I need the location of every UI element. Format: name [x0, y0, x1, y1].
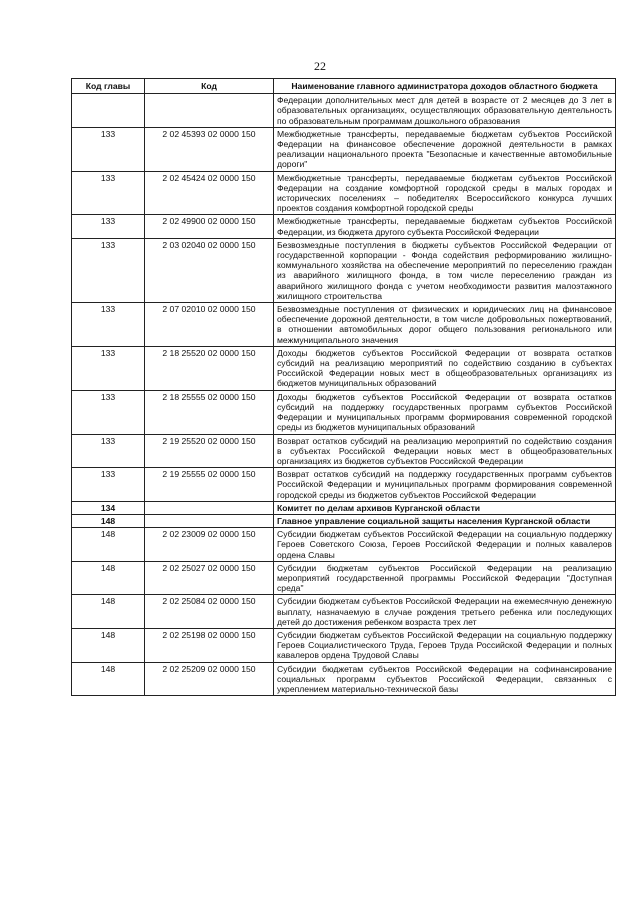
table-row [72, 561, 616, 595]
code-cell: 2 02 23009 02 0000 150 [145, 528, 274, 562]
header-code: Код [145, 79, 274, 94]
chapter-code-cell: 133 [72, 434, 145, 468]
code-cell: 2 02 45424 02 0000 150 [145, 171, 274, 215]
administrator-name-cell: Межбюджетные трансферты, передаваемые бюджетам субъектов Российской Федерации на финансовое обеспечение дорожной деятельности в рамках реализации национального проекта "Безопасные и качественные автомобильные дороги" [274, 127, 616, 171]
code-cell [145, 501, 274, 514]
administrator-name-cell: Главное управление социальной защиты населения Курганской области [274, 514, 616, 527]
table-header-row [72, 79, 616, 94]
table-row [72, 390, 616, 434]
chapter-code-cell: 148 [72, 595, 145, 629]
page-number: 22 [314, 59, 326, 73]
code-cell: 2 18 25520 02 0000 150 [145, 346, 274, 390]
table-row [72, 434, 616, 468]
table-row [72, 528, 616, 562]
chapter-code-cell: 133 [72, 390, 145, 434]
chapter-code-cell [72, 94, 145, 128]
code-cell: 2 07 02010 02 0000 150 [145, 303, 274, 347]
revenue-administrators-table [71, 78, 616, 696]
code-cell: 2 19 25520 02 0000 150 [145, 434, 274, 468]
chapter-code-cell: 133 [72, 171, 145, 215]
code-cell: 2 19 25555 02 0000 150 [145, 468, 274, 502]
table-row [72, 171, 616, 215]
code-cell: 2 02 49900 02 0000 150 [145, 215, 274, 238]
table-row [72, 94, 616, 128]
chapter-code-cell: 133 [72, 346, 145, 390]
administrator-name-cell: Возврат остатков субсидий на поддержку государственных программ субъектов Российской Федерации и муниципальных программ формирования современной городской среды из бюджетов субъектов Российской Федерации [274, 468, 616, 502]
header-chapter-code: Код главы [72, 79, 145, 94]
chapter-code-cell: 148 [72, 561, 145, 595]
administrator-name-cell: Доходы бюджетов субъектов Российской Федерации от возврата остатков субсидий на реализацию мероприятий по содействию созданию в субъектах Российской Федерации новых мест в общеобразовательных организациях из бюджетов муниципальных образований [274, 346, 616, 390]
code-cell: 2 18 25555 02 0000 150 [145, 390, 274, 434]
administrator-name-cell: Межбюджетные трансферты, передаваемые бюджетам субъектов Российской Федерации, из бюджета другого субъекта Российской Федерации [274, 215, 616, 238]
administrator-name-cell: Безвозмездные поступления от физических и юридических лиц на финансовое обеспечение дорожной деятельности, в том числе добровольных пожертвований, в отношении автомобильных дорог общего пользования регионального или межмуниципального значения [274, 303, 616, 347]
table-row [72, 468, 616, 502]
chapter-code-cell: 134 [72, 501, 145, 514]
administrator-name-cell: Безвозмездные поступления в бюджеты субъектов Российской Федерации от государственной корпорации - Фонда содействия реформированию жилищно-коммунального хозяйства на обеспечение мероприятий по переселению граждан из аварийного жилищного фонда, в том числе переселению граждан из аварийного жилищного фонда с учетом необходимости развития малоэтажного жилищного строительства [274, 238, 616, 302]
table-body [72, 94, 616, 696]
table-row [72, 595, 616, 629]
administrator-name-cell: Субсидии бюджетам субъектов Российской Федерации на ежемесячную денежную выплату, назначаемую в случае рождения третьего ребенка или последующих детей до достижения ребенком возраста трех лет [274, 595, 616, 629]
table-row [72, 127, 616, 171]
table-row [72, 303, 616, 347]
administrator-name-cell: Субсидии бюджетам субъектов Российской Федерации на софинансирование социальных программ субъектов Российской Федерации, связанных с укреплением материально-технической базы [274, 662, 616, 696]
administrator-name-cell: Комитет по делам архивов Курганской области [274, 501, 616, 514]
chapter-code-cell: 133 [72, 215, 145, 238]
table-row [72, 514, 616, 527]
table-row [72, 346, 616, 390]
table-row [72, 628, 616, 662]
administrator-name-cell: Субсидии бюджетам субъектов Российской Федерации на реализацию мероприятий государственной программы Российской Федерации "Доступная среда" [274, 561, 616, 595]
chapter-code-cell: 133 [72, 238, 145, 302]
chapter-code-cell: 133 [72, 468, 145, 502]
table-row [72, 501, 616, 514]
table-row [72, 662, 616, 696]
table-row [72, 238, 616, 302]
code-cell [145, 514, 274, 527]
chapter-code-cell: 148 [72, 514, 145, 527]
administrator-name-cell: Субсидии бюджетам субъектов Российской Федерации на социальную поддержку Героев Советского Союза, Героев Российской Федерации и полных кавалеров ордена Славы [274, 528, 616, 562]
code-cell [145, 94, 274, 128]
chapter-code-cell: 133 [72, 303, 145, 347]
chapter-code-cell: 148 [72, 662, 145, 696]
code-cell: 2 02 25027 02 0000 150 [145, 561, 274, 595]
chapter-code-cell: 148 [72, 528, 145, 562]
administrator-name-cell: Федерации дополнительных мест для детей в возрасте от 2 месяцев до 3 лет в образовательных организациях, осуществляющих образовательную деятельность по образовательным программам дошкольного образования [274, 94, 616, 128]
code-cell: 2 02 25084 02 0000 150 [145, 595, 274, 629]
code-cell: 2 02 25209 02 0000 150 [145, 662, 274, 696]
administrator-name-cell: Субсидии бюджетам субъектов Российской Федерации на социальную поддержку Героев Социалистического Труда, Героев Труда Российской Федерации и полных кавалеров ордена Трудовой Славы [274, 628, 616, 662]
code-cell: 2 03 02040 02 0000 150 [145, 238, 274, 302]
table-row [72, 215, 616, 238]
administrator-name-cell: Доходы бюджетов субъектов Российской Федерации от возврата остатков субсидий на поддержку государственных программ субъектов Российской Федерации и муниципальных программ формирования современной городской среды из бюджетов муниципальных образований [274, 390, 616, 434]
code-cell: 2 02 45393 02 0000 150 [145, 127, 274, 171]
administrator-name-cell: Межбюджетные трансферты, передаваемые бюджетам субъектов Российской Федерации на создание комфортной городской среды в малых городах и исторических поселениях – победителях Всероссийского конкурса лучших проектов создания комфортной городской среды [274, 171, 616, 215]
code-cell: 2 02 25198 02 0000 150 [145, 628, 274, 662]
header-administrator-name: Наименование главного администратора доходов областного бюджета [274, 79, 616, 94]
administrator-name-cell: Возврат остатков субсидий на реализацию мероприятий по содействию создания в субъектах Российской Федерации новых мест в общеобразовательных организациях из бюджетов субъектов Российской Федерации [274, 434, 616, 468]
chapter-code-cell: 133 [72, 127, 145, 171]
chapter-code-cell: 148 [72, 628, 145, 662]
